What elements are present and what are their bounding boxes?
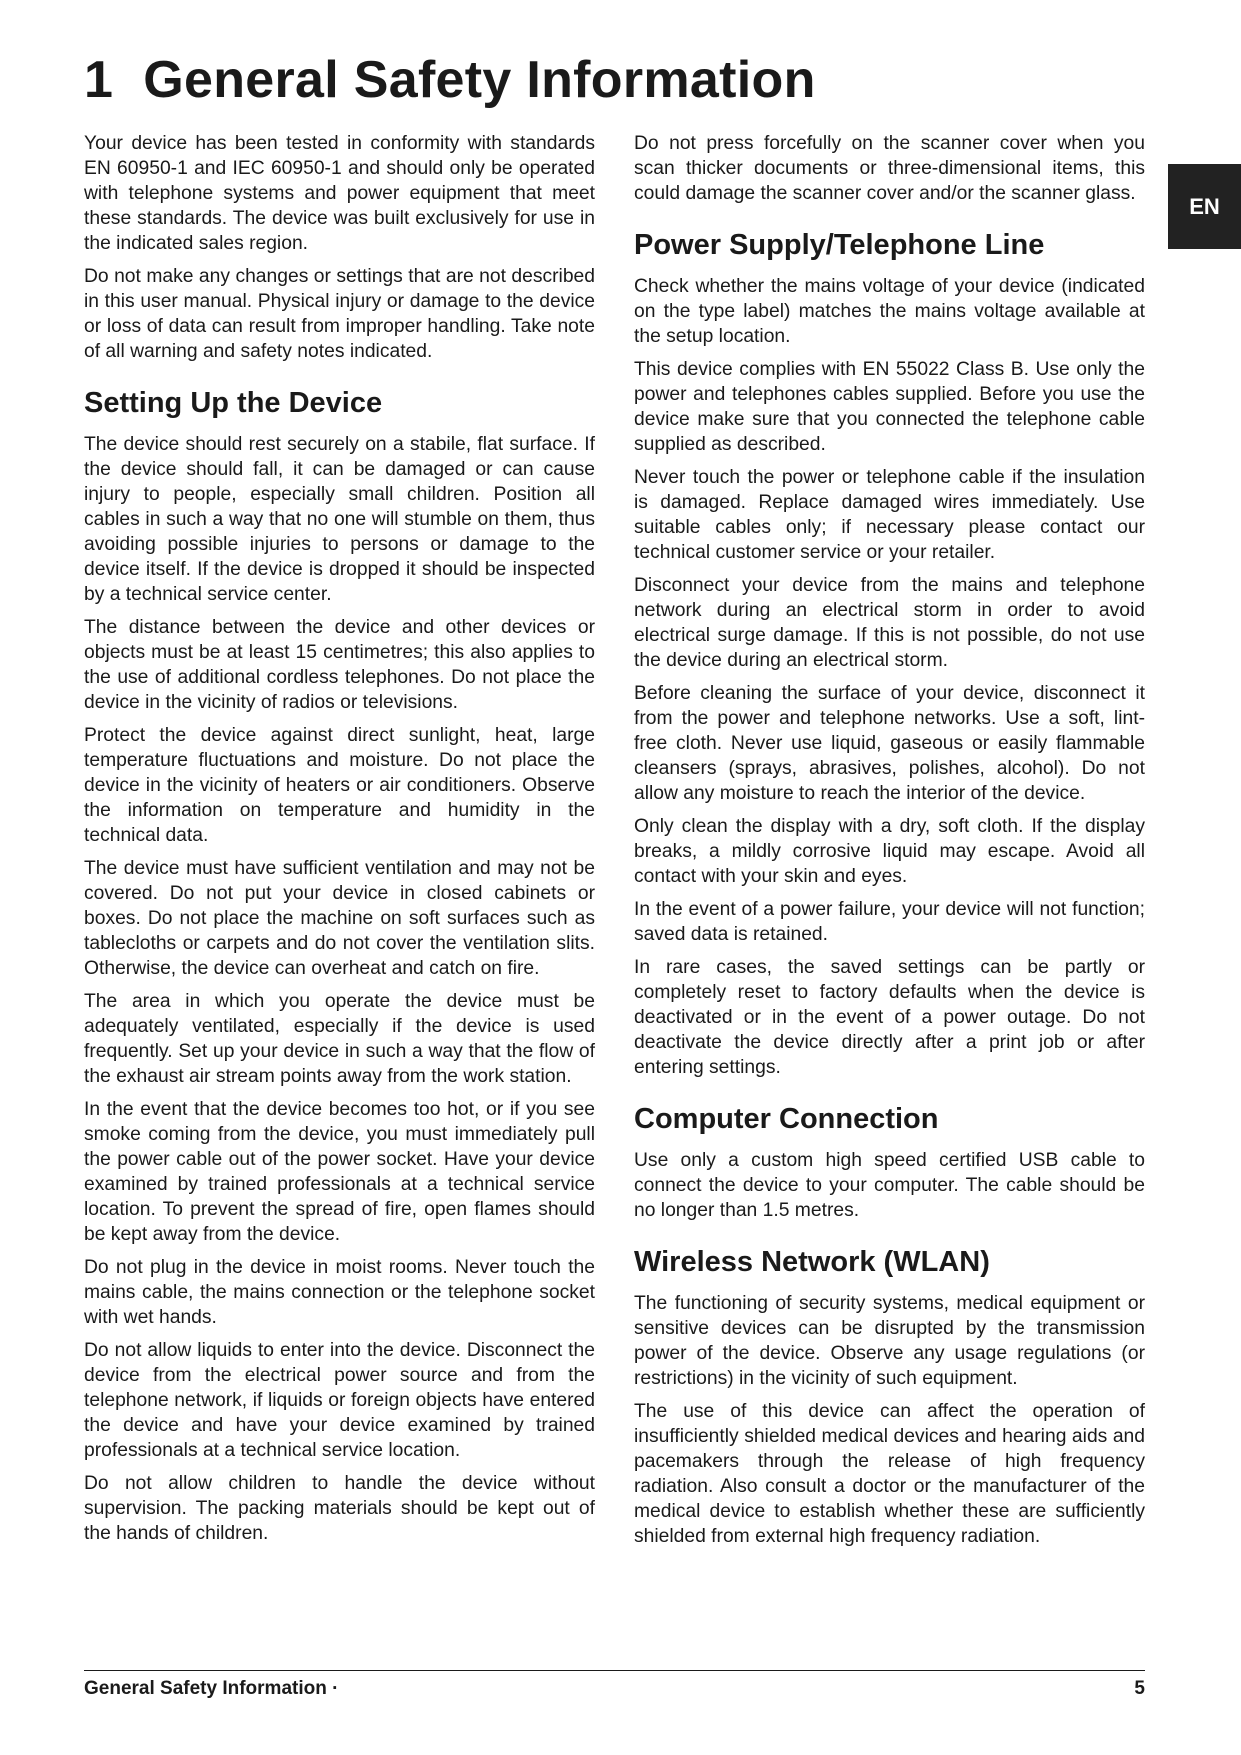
chapter-title: General Safety Information (143, 51, 816, 109)
paragraph: The device must have sufficient ventilation and may not be covered. Do not put your device in closed cabinets or boxes. Do not place the machine on soft surfaces such as tablecloths or carpets and do not cover the ventilation slits. Otherwise, the device can overheat and catch on fire. (84, 858, 595, 979)
chapter-number: 1 (84, 51, 114, 109)
paragraph: Do not allow children to handle the device without supervision. The packing materials should be kept out of the hands of children. (84, 1473, 595, 1544)
section-heading: Power Supply/Telephone Line (634, 229, 1045, 261)
paragraph: Before cleaning the surface of your device, disconnect it from the power and telephone networks. Use a soft, lint-free cloth. Never use liquid, gaseous or easily flammable cleansers (sprays, abrasives, polishes, alcohol). Do not allow any moisture to reach the interior of the device. (634, 683, 1145, 804)
paragraph: The use of this device can affect the operation of insufficiently shielded medical devices and hearing aids and pacemakers through the release of high frequency radiation. Also consult a doctor or the manufacturer of the medical device to establish whether these are sufficiently shielded from external high frequency radiation. (634, 1401, 1145, 1547)
language-tab: EN (1168, 164, 1241, 249)
paragraph: Use only a custom high speed certified USB cable to connect the device to your computer. The cable should be no longer than 1.5 metres. (634, 1150, 1145, 1221)
paragraph: Protect the device against direct sunlight, heat, large temperature fluctuations and moisture. Do not place the device in the vicinity of heaters or air conditioners. Observe the information on temperature and humidity in the technical data. (84, 725, 595, 846)
paragraph: The device should rest securely on a stabile, flat surface. If the device should fall, it can be damaged or can cause injury to people, especially small children. Position all cables in such a way that no one will stumble on them, thus avoiding possible injuries to persons or damage to the device itself. If the device is dropped it should be inspected by a technical service center. (84, 434, 595, 605)
paragraph: Do not make any changes or settings that are not described in this user manual. Physical injury or damage to the device or loss of data can result from improper handling. Take note of all warning and safety notes indicated. (84, 266, 595, 362)
section-heading: Setting Up the Device (84, 387, 383, 419)
paragraph: Disconnect your device from the mains and telephone network during an electrical storm in order to avoid electrical surge damage. If this is not possible, do not use the device during an electrical storm. (634, 575, 1145, 671)
section-heading: Computer Connection (634, 1103, 939, 1135)
left-column (84, 131, 595, 1554)
paragraph: Check whether the mains voltage of your device (indicated on the type label) matches the mains voltage available at the setup location. (634, 276, 1145, 347)
footer-section-title: General Safety Information · (84, 1678, 339, 1699)
paragraph: In the event that the device becomes too hot, or if you see smoke coming from the device, you must immediately pull the power cable out of the power socket. Have your device examined by trained professionals at a technical service location. To prevent the spread of fire, open flames should be kept away from the device. (84, 1099, 595, 1245)
paragraph: Your device has been tested in conformity with standards EN 60950-1 and IEC 60950-1 and should only be operated with telephone systems and power equipment that meet these standards. The device was built exclusively for use in the indicated sales region. (84, 133, 595, 254)
page-title (84, 50, 816, 110)
paragraph: Do not plug in the device in moist rooms. Never touch the mains cable, the mains connection or the telephone socket with wet hands. (84, 1257, 595, 1328)
paragraph: This device complies with EN 55022 Class B. Use only the power and telephones cables supplied. Before you use the device make sure that you connected the telephone cable supplied as described. (634, 359, 1145, 455)
paragraph: Only clean the display with a dry, soft cloth. If the display breaks, a mildly corrosive liquid may escape. Avoid all contact with your skin and eyes. (634, 816, 1145, 887)
paragraph: The functioning of security systems, medical equipment or sensitive devices can be disrupted by the transmission power of the device. Observe any usage regulations (or restrictions) in the vicinity of such equipment. (634, 1293, 1145, 1389)
right-column (634, 131, 1145, 1557)
paragraph: In rare cases, the saved settings can be partly or completely reset to factory defaults when the device is deactivated or in the event of a power outage. Do not deactivate the device directly after a print job or after entering settings. (634, 957, 1145, 1078)
paragraph: The distance between the device and other devices or objects must be at least 15 centimetres; this also applies to the use of additional cordless telephones. Do not place the device in the vicinity of radios or televisions. (84, 617, 595, 713)
paragraph: The area in which you operate the device must be adequately ventilated, especially if the device is used frequently. Set up your device in such a way that the flow of the exhaust air stream points away from the work station. (84, 991, 595, 1087)
page-number: 5 (1134, 1678, 1145, 1699)
footer-rule (84, 1670, 1145, 1671)
paragraph: In the event of a power failure, your device will not function; saved data is retained. (634, 899, 1145, 945)
section-heading: Wireless Network (WLAN) (634, 1246, 990, 1278)
paragraph: Do not allow liquids to enter into the device. Disconnect the device from the electrical power source and from the telephone network, if liquids or foreign objects have entered the device and have your device examined by trained professionals at a technical service location. (84, 1340, 595, 1461)
paragraph: Never touch the power or telephone cable if the insulation is damaged. Replace damaged wires immediately. Use suitable cables only; if necessary please contact our technical customer service or your retailer. (634, 467, 1145, 563)
paragraph: Do not press forcefully on the scanner cover when you scan thicker documents or three-dimensional items, this could damage the scanner cover and/or the scanner glass. (634, 133, 1145, 204)
